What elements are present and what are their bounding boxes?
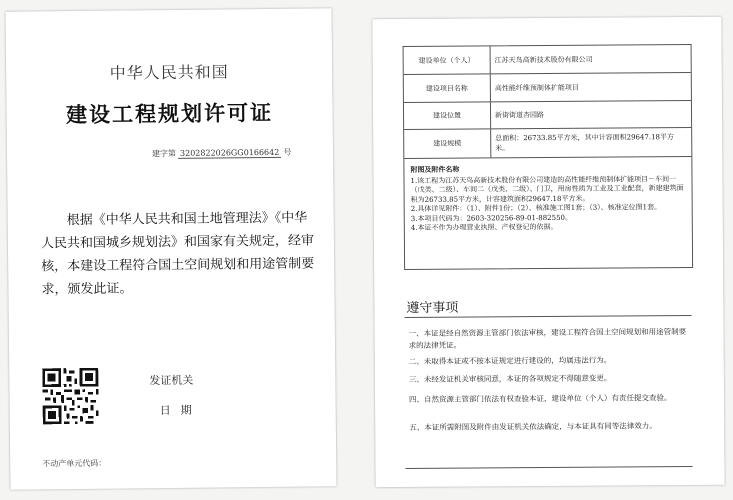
location-value: 新街街道杏园路 bbox=[495, 111, 545, 120]
project-info-table bbox=[403, 44, 694, 270]
issuer-label: 发证机关 bbox=[149, 373, 194, 388]
table-row bbox=[404, 101, 691, 130]
cert-number-value: 3202822026GG0166642 bbox=[178, 148, 281, 159]
certificate-title: 建设工程规划许可证 bbox=[65, 99, 274, 128]
table-row bbox=[404, 128, 691, 159]
location-label: 建设位置 bbox=[404, 102, 491, 129]
certificate-front-page bbox=[6, 8, 337, 489]
cert-suffix: 号 bbox=[283, 147, 292, 157]
table-row bbox=[404, 73, 691, 103]
attachments-section bbox=[404, 157, 692, 269]
table-row bbox=[404, 45, 691, 75]
attachment-note: 4.本证不作为办理营业执照、产权登记的依据。 bbox=[410, 222, 558, 232]
rule-item: 四、自然资源主管部门依法有权查验本证，建设单位（个人）有责任提交查验。 bbox=[408, 393, 672, 404]
date-label: 日期 bbox=[159, 403, 202, 418]
attachment-note: 3.本项目代码为：2603-320256-89-01-882550。 bbox=[410, 213, 573, 223]
cert-prefix: 建字第 bbox=[151, 148, 177, 159]
certificate-back-page bbox=[372, 17, 724, 487]
project-name-value: 高性能纤维预制体扩能项目 bbox=[494, 83, 579, 92]
attachments-title: 附图及附件名称 bbox=[410, 164, 460, 174]
property-unit-code-label: 不动产单元代码： bbox=[42, 458, 107, 469]
compliance-rules-list bbox=[404, 315, 692, 469]
attachment-note: 2.具体详见附件：（1）、附件1份；（2）、核准施工图1套；（3）、核准定位图1套。 bbox=[410, 203, 662, 213]
compliance-rules-title: 遵守事项 bbox=[406, 300, 459, 316]
qr-code-icon bbox=[41, 367, 100, 426]
rule-item: 一、本证是经自然资源主管部门依法审核，建设工程符合国土空间规划和用途管制要求的法律凭证。 bbox=[408, 327, 687, 350]
unit-value: 江苏天鸟高新技术股份有限公司 bbox=[494, 55, 593, 64]
project-name-label: 建设项目名称 bbox=[404, 74, 491, 102]
rule-item: 二、未取得本证或不按本证规定进行建设的，均属违法行为。 bbox=[408, 355, 612, 366]
rule-item: 五、本证所需附图及附件由发证机关依法确定，与本证具有同等法律效力。 bbox=[409, 421, 657, 432]
certificate-number bbox=[152, 147, 291, 159]
scale-label: 建设规模 bbox=[404, 129, 491, 158]
country-name: 中华人民共和国 bbox=[109, 62, 229, 83]
attachment-note: 1.该工程为江苏天鸟高新技术股份有限公司建造的高性能纤维预制体扩能项目－车间一（戊类、二级）、车间二（戊类、二级）、门卫，用房性质为工业及工业配套，新建建筑面积为26733.85平方米，计容建筑面积29647.18平方米。 bbox=[410, 174, 684, 204]
certificate-body-text: 根据《中华人民共和国土地管理法》《中华人民共和国城乡规划法》和国家有关规定，经审核，本建设工程符合国土空间规划和用途管制要求，颁发此证。 bbox=[40, 210, 315, 298]
rule-item: 三、未经发证机关审核同意，本证的各项规定不得随意变更。 bbox=[408, 373, 612, 384]
scale-value: 总面积：26733.85平方米，其中计容面积29647.18平方米。 bbox=[495, 133, 675, 153]
unit-label: 建设单位（个人） bbox=[404, 46, 491, 74]
